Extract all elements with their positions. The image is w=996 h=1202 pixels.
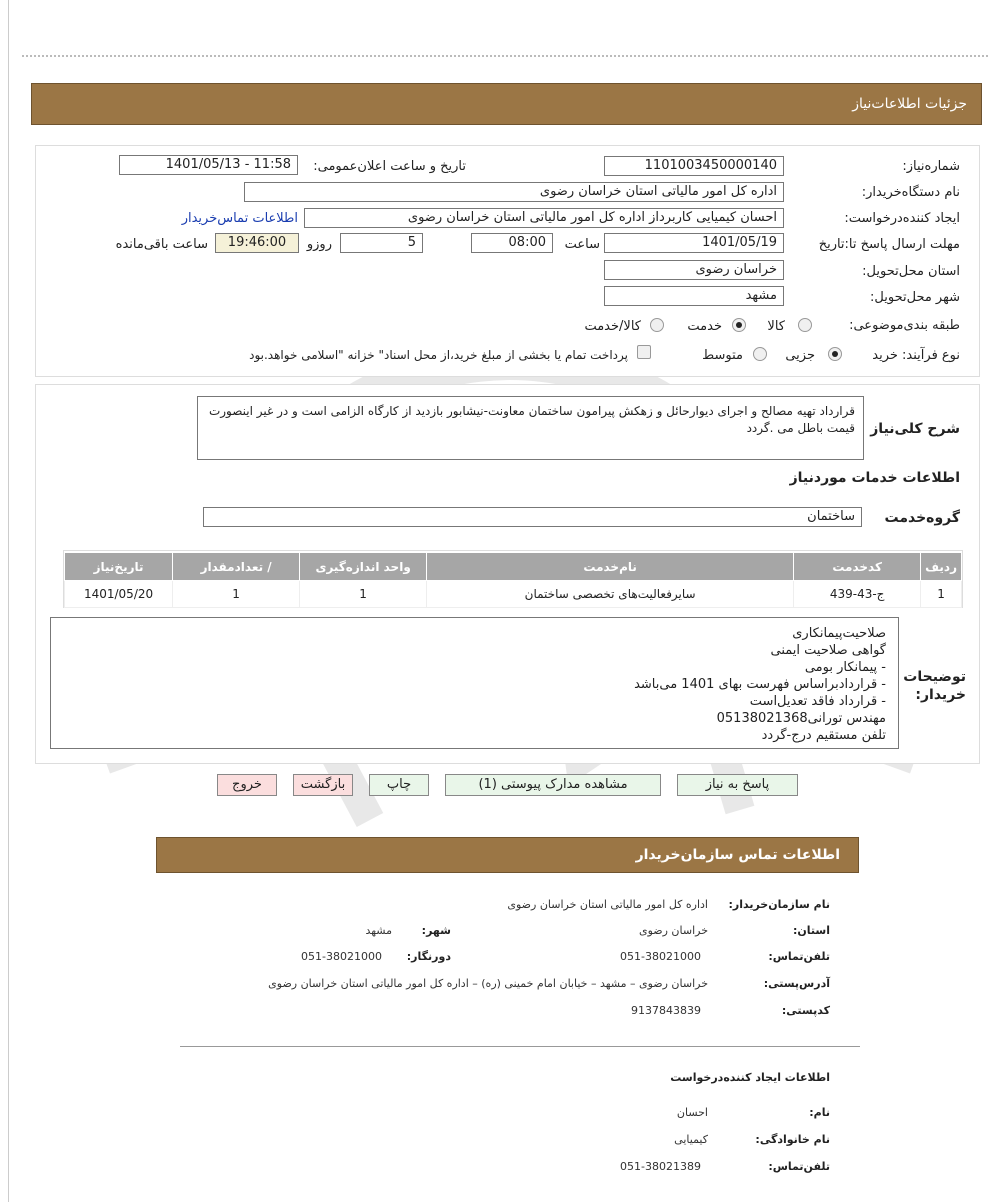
remaining-label: ساعت باقی‌مانده <box>115 237 208 252</box>
contact-city: مشهد <box>365 924 392 937</box>
summary-text: قرارداد تهیه مصالح و اجرای دیوارحائل و زهکش پیرامون ساختمان معاونت-نیشابور بازدید از کارگاه الزامی است و در غیر اینصورت قیمت باطل می .گردد <box>197 396 864 460</box>
process-medium-label: متوسط <box>702 348 743 363</box>
details-header-title: جزئیات اطلاعات‌نیاز <box>852 96 967 112</box>
days-field: 5 <box>340 233 423 253</box>
col-date: تاریخ‌نیاز <box>65 553 173 581</box>
buyer-note-line: - قراردادبراساس فهرست بهای 1401 می‌باشد <box>634 677 886 692</box>
days-label: روزو <box>306 237 332 252</box>
need-number-field: 1101003450000140 <box>604 156 784 176</box>
announce-field: 1401/05/13 - 11:58 <box>119 155 298 175</box>
deadline-date-field: 1401/05/19 <box>604 233 784 253</box>
buyer-notes-box <box>50 617 899 749</box>
buyer-note-line: مهندس تورانی05138021368 <box>716 711 886 726</box>
service-group-field: ساختمان <box>203 507 862 527</box>
summary-label: شرح کلی‌نیاز <box>870 421 960 437</box>
category-both-radio[interactable] <box>650 318 664 332</box>
col-name: نام‌خدمت <box>427 553 794 581</box>
cell-row: 1 <box>921 581 962 608</box>
contact-phone: 051-38021000 <box>620 950 701 963</box>
deadline-time-label: ساعت <box>564 237 600 252</box>
requester-phone-label: تلفن‌تماس: <box>768 1160 830 1173</box>
process-label: نوع فرآیند: خرید <box>872 348 960 363</box>
exit-button[interactable]: خروج <box>217 774 277 796</box>
process-partial-radio[interactable] <box>828 347 842 361</box>
contact-postal-label: کد‌پستی: <box>781 1004 830 1017</box>
buyer-contact-link[interactable]: اطلاعات تماس‌خریدار <box>181 211 298 226</box>
details-panel <box>35 145 980 377</box>
buyer-org-field: اداره کل امور مالیاتی استان خراسان رضوی <box>244 182 784 202</box>
contact-phone-label: تلفن‌تماس: <box>768 950 830 963</box>
requester-phone: 051-38021389 <box>620 1160 701 1173</box>
category-service-radio[interactable] <box>732 318 746 332</box>
treasury-payment-note: پرداخت تمام یا بخشی از مبلغ خرید،از محل اسناد" خزانه "اسلامی خواهد.بود <box>249 348 628 362</box>
col-quantity: / تعدادمقدار <box>173 553 300 581</box>
page-left-border <box>8 0 9 1202</box>
services-title: اطلاعات خدمات موردنیاز <box>789 470 960 486</box>
deadline-time-field: 08:00 <box>471 233 553 253</box>
contact-province-label: استان: <box>793 924 830 937</box>
contact-org: اداره کل امور مالیاتی استان خراسان رضوی <box>507 898 708 911</box>
need-number-label: شماره‌نیاز: <box>902 159 960 174</box>
buyer-note-line: - پیمانکار بومی <box>804 660 886 675</box>
remaining-time-field: 19:46:00 <box>215 233 299 253</box>
top-divider <box>22 55 988 57</box>
buyer-note-line: صلاحیت‌پیمانکاری <box>792 626 886 641</box>
province-label: استان محل‌تحویل: <box>862 264 960 279</box>
requester-name-label: نام: <box>809 1106 830 1119</box>
requester-family-label: نام خانوادگی: <box>755 1133 830 1146</box>
cell-quantity: 1 <box>173 581 300 608</box>
treasury-payment-checkbox[interactable] <box>637 345 651 359</box>
category-goods-label: کالا <box>767 319 785 334</box>
contact-address-label: آدرس‌پستی: <box>763 977 830 990</box>
creator-field: احسان کیمیایی کاربرداز اداره کل امور مالیاتی استان خراسان رضوی <box>304 208 784 228</box>
contact-org-label: نام سازمان‌خریدار: <box>728 898 830 911</box>
city-field: مشهد <box>604 286 784 306</box>
province-field: خراسان رضوی <box>604 260 784 280</box>
buyer-note-line: گواهی صلاحیت ایمنی <box>770 643 886 658</box>
contact-header <box>156 837 859 873</box>
category-goods-radio[interactable] <box>798 318 812 332</box>
category-both-label: کالا/خدمت <box>584 319 641 334</box>
contact-city-label: شهر: <box>421 924 451 937</box>
city-label: شهر محل‌تحویل: <box>870 290 960 305</box>
contact-header-title: اطلاعات تماس سازمان‌خریدار <box>635 847 840 863</box>
col-row: ردیف <box>921 553 962 581</box>
category-service-label: خدمت <box>687 319 722 334</box>
contact-divider <box>180 1046 860 1047</box>
cell-name: سایرفعالیت‌های تخصصی ساختمان <box>427 581 794 608</box>
category-label: طبقه بندی‌موضوعی: <box>849 318 960 333</box>
announce-label: تاریخ و ساعت اعلان‌عمومی: <box>313 159 466 174</box>
table-row <box>65 581 962 608</box>
buyer-org-label: نام دستگاه‌خریدار: <box>861 185 960 200</box>
services-table-header <box>65 553 962 581</box>
contact-postal: 9137843839 <box>631 1004 701 1017</box>
details-header <box>31 83 982 125</box>
col-code: کدخدمت <box>794 553 921 581</box>
requester-name: احسان <box>676 1106 708 1119</box>
cell-date: 1401/05/20 <box>65 581 173 608</box>
deadline-label: مهلت ارسال پاسخ تا:تاریخ <box>818 237 960 252</box>
buyer-notes-label: توضیحات خریدار: <box>903 669 966 703</box>
process-partial-label: جزیی <box>785 348 815 363</box>
creator-label: ایجاد کننده‌درخواست: <box>844 211 960 226</box>
print-button[interactable]: چاپ <box>369 774 429 796</box>
cell-code: ج-43-439 <box>794 581 921 608</box>
contact-province: خراسان رضوی <box>638 924 708 937</box>
service-group-label: گروه‌خدمت <box>884 510 960 526</box>
buyer-note-line: - قرارداد فاقد تعدیل‌است <box>749 694 886 709</box>
contact-fax: 051-38021000 <box>301 950 382 963</box>
buyer-note-line: تلفن مستقیم درج-گردد <box>761 728 886 743</box>
back-button[interactable]: بازگشت <box>293 774 353 796</box>
process-medium-radio[interactable] <box>753 347 767 361</box>
contact-address: خراسان رضوی – مشهد – خیابان امام خمینی (ره) – اداره کل امور مالیاتی استان خراسان رضوی <box>268 977 708 990</box>
contact-fax-label: دورنگار: <box>406 950 451 963</box>
cell-unit: 1 <box>300 581 427 608</box>
reply-button[interactable]: پاسخ به نیاز <box>677 774 798 796</box>
services-table <box>64 552 962 608</box>
requester-title: اطلاعات ایجاد کننده‌درخواست <box>670 1071 830 1084</box>
col-unit: واحد اندازه‌گیری <box>300 553 427 581</box>
view-attachments-button[interactable]: مشاهده مدارک پیوستی (1) <box>445 774 661 796</box>
requester-family: کیمیایی <box>674 1133 708 1146</box>
